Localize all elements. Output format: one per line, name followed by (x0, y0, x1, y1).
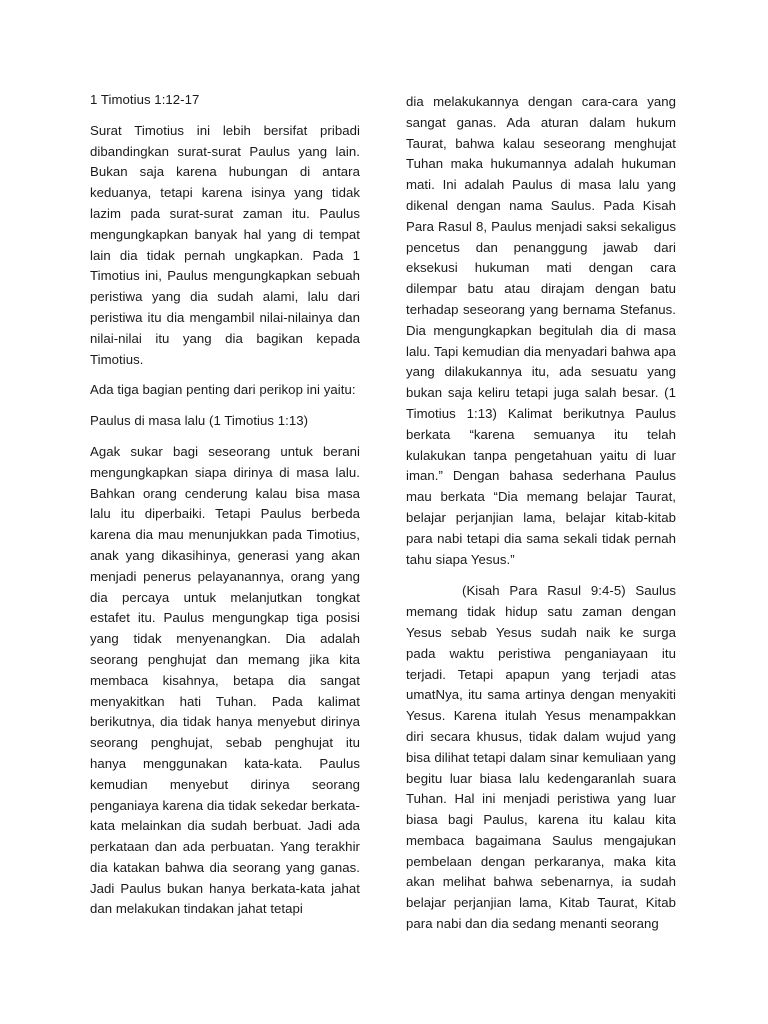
continued-paragraph: dia melakukannya dengan cara-cara yang sangat ganas. Ada aturan dalam hukum Taurat, bahwa kalau seseorang menghujat Tuhan maka hukumannya adalah hukuman mati. Ini adalah Paulus di masa lalu yang dikenal dengan nama Saulus. Pada Kisah Para Rasul 8, Paulus menjadi saksi sekaligus pencetus dan penanggung jawab dari eksekusi hukuman mati dengan cara dilempar batu atau dirajam dengan batu terhadap seseorang yang bernama Stefanus. Dia mengungkapkan begitulah dia di masa lalu. Tapi kemudian dia menyadari bahwa apa yang dilakukannya itu, ada sesuatu yang bukan saja keliru tetapi juga salah besar. (1 Timotius 1:13) Kalimat berikutnya Paulus berkata “karena semuanya itu telah kulakukan tanpa pengetahuan yaitu di luar iman.” Dengan bahasa sederhana Paulus mau berkata “Dia memang belajar Taurat, belajar perjanjian lama, belajar kitab-kitab para nabi tetapi dia sama sekali tidak pernah tahu siapa Yesus.” (406, 94, 676, 567)
section-subheading: Paulus di masa lalu (1 Timotius 1:13) (90, 413, 309, 429)
past-paul-paragraph: Agak sukar bagi seseorang untuk berani mengungkapkan siapa dirinya di masa lalu. Bahkan orang cenderung kalau bisa masa lalu itu diperbaiki. Tetapi Paulus berbeda karena dia mau menunjukkan pada Timotius, anak yang dikasihinya, generasi yang akan menjadi penerus pelayanannya, orang yang dia percaya untuk melanjutkan tongkat estafet itu. Paulus mengungkap tiga posisi yang tidak menyenangkan. Dia adalah seorang penghujat dan memang jika kita membaca kisahnya, betapa dia sangat menyakitkan hati Tuhan. Pada kalimat berikutnya, dia tidak hanya menyebut dirinya seorang penghujat, sebab penghujat itu hanya menggunakan kata-kata. Paulus kemudian menyebut dirinya seorang penganiaya karena dia tidak sekedar berkata-kata melainkan dia sudah berbuat. Jadi ada perkataan dan ada perbuatan. Yang terakhir dia katakan bahwa dia seorang yang ganas. Jadi Paulus bukan hanya berkata-kata jahat dan melakukan tindakan jahat tetapi (90, 443, 360, 917)
document-title: 1 Timotius 1:12-17 (90, 92, 200, 107)
acts-paragraph: (Kisah Para Rasul 9:4-5) Saulus memang tidak hidup satu zaman dengan Yesus sebab Yesus sudah naik ke surga pada waktu peristiwa penganiayaan itu terjadi. Tetapi apapun yang terjadi atas umatNya, itu sama artinya dengan menyakiti Yesus. Karena itulah Yesus menampakkan diri secara khusus, tidak dalam wujud yang bisa dilihat tetapi dalam sinar kemuliaan yang begitu luar biasa lalu kedengaranlah suara Tuhan. Hal ini menjadi peristiwa yang luar biasa bagi Paulus, karena itu kalau kita membaca bagaimana Saulus mengajukan pembelaan dengan perkaranya, maka kita akan melihat bahwa sebenarnya, ia sudah belajar perjanjian lama, Kitab Taurat, Kitab para nabi dan dia sedang menanti seorang (406, 583, 676, 932)
three-parts-paragraph: Ada tiga bagian penting dari perikop ini yaitu: (90, 382, 356, 398)
right-column (406, 92, 676, 945)
intro-paragraph: Surat Timotius ini lebih bersifat pribadi dibandingkan surat-surat Paulus yang lain. Bukan saja karena hubungan di antara keduanya, tetapi karena isinya yang tidak lazim pada surat-surat zaman itu. Paulus mengungkapkan banyak hal yang di tempat lain dia tidak pernah ungkapkan. Pada 1 Timotius ini, Paulus mengungkapkan sebuah peristiwa yang dia sudah alami, lalu dari peristiwa itu dia mengambil nilai-nilainya dan nilai-nilai itu yang dia bagikan kepada Timotius. (90, 122, 360, 367)
left-column (90, 90, 360, 930)
